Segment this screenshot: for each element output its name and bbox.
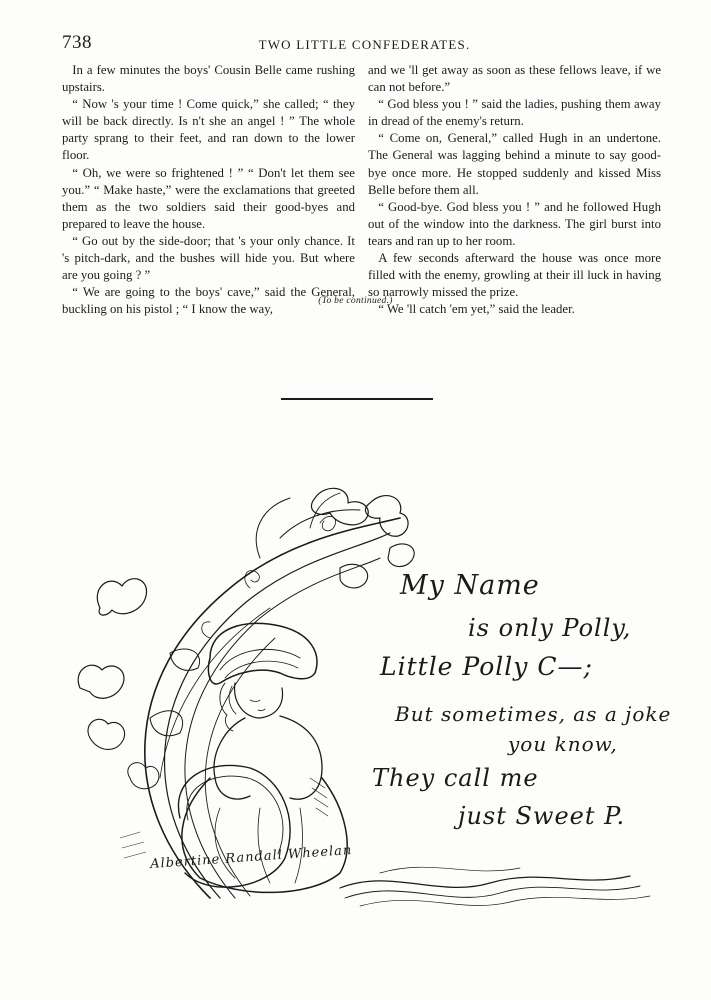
poem-line: But sometimes, as a joke [395, 702, 672, 726]
paragraph: “ Go out by the side-door; that 's your only chance. It 's pitch-dark, and the bushes will hide you. But where are you going ? ” [62, 233, 355, 283]
paragraph: “ Now 's your time ! Come quick,” she called; “ they will be back directly. Is n't she an angel ! ” The whole party sprang to their feet, and ran down to the lower floor. [62, 97, 355, 163]
running-title: TWO LITTLE CONFEDERATES. [258, 37, 471, 52]
poem-line: They call me [372, 764, 539, 792]
poem-line: My Name [400, 570, 540, 601]
paragraph-continuation: and we 'll get away as soon as these fellows leave, if we can not before.” [368, 63, 661, 95]
paragraph: “ We 'll catch 'em yet,” said the leader. [378, 302, 575, 317]
poem-line: just Sweet P. [458, 802, 626, 830]
page-number: 738 [62, 32, 92, 53]
poem-line: Little Polly C—; [380, 652, 593, 681]
artist-signature: Albertine Randall Wheelan [149, 842, 353, 873]
paragraph: “ Come on, General,” called Hugh in an undertone. The General was lagging behind a minute to say good-bye once more. He stopped suddenly and kissed Miss Belle before them all. [368, 131, 661, 197]
poem-line: is only Polly, [468, 614, 632, 642]
right-column [368, 62, 661, 318]
running-head [62, 32, 667, 54]
paragraph: In a few minutes the boys' Cousin Belle came rushing upstairs. [62, 63, 355, 95]
continued-note: (To be continued.) [318, 296, 393, 306]
illustration [60, 478, 700, 908]
paragraph: “ God bless you ! ” said the ladies, pushing them away in dread of the enemy's return. [368, 97, 661, 129]
poem-line: you know, [508, 732, 618, 756]
paragraph: A few seconds afterward the house was once more filled with the enemy, growling at their ill luck in having so narrowly missed the prize. [368, 251, 661, 300]
paragraph: “ We are going to the boys' cave,” said the General, buckling on his pistol ; “ I know the way, [62, 285, 355, 317]
section-divider [281, 398, 433, 400]
left-column [62, 62, 355, 318]
paragraph: “ Good-bye. God bless you ! ” and he followed Hugh out of the window into the darkness. The girl burst into tears and ran up to her room. [368, 199, 661, 248]
paragraph: “ Oh, we were so frightened ! ” “ Don't let them see you.” “ Make haste,” were the exclamations that greeted them as the two soldiers said their good-byes and prepared to leave the house. [62, 165, 355, 231]
girl-with-sweet-peas-illustration [60, 478, 700, 908]
